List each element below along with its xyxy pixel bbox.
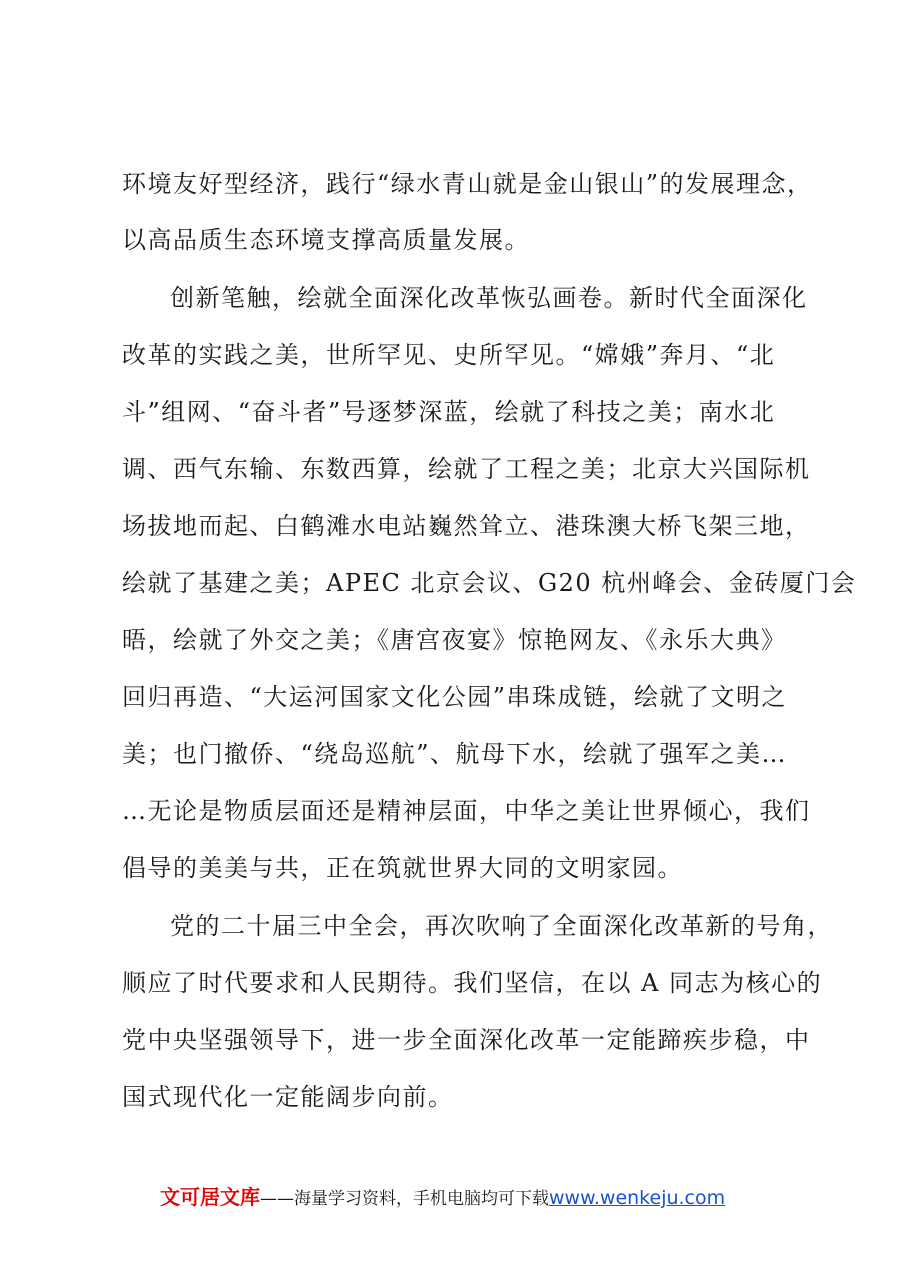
text-line: 以高品质生态环境支撑高质量发展。 — [122, 226, 530, 254]
text-line: 国式现代化一定能阔步向前。 — [122, 1083, 454, 1111]
footer — [160, 1182, 800, 1212]
text-line: 环境友好型经济，践行“绿水青山就是金山银山”的发展理念， — [122, 170, 813, 198]
text-line: 绘就了基建之美；APEC 北京会议、G20 杭州峰会、金砖厦门会 — [122, 569, 857, 597]
text-line: 场拔地而起、白鹤滩水电站巍然耸立、港珠澳大桥飞架三地， — [122, 512, 811, 540]
text-line: 倡导的美美与共，正在筑就世界大同的文明家园。 — [122, 854, 683, 882]
footer-url-link[interactable]: www.wenkeju.com — [549, 1187, 726, 1209]
text-line: 调、西气东输、东数西算，绘就了工程之美；北京大兴国际机 — [122, 455, 811, 483]
footer-description: 海量学习资料，手机电脑均可下载 — [294, 1189, 549, 1209]
text-line: 党中央坚强领导下，进一步全面深化改革一定能蹄疾步稳，中 — [122, 1026, 811, 1054]
paragraph-start-line: 党的二十届三中全会，再次吹响了全面深化改革新的号角， — [170, 912, 833, 940]
text-line: 改革的实践之美，世所罕见、史所罕见。“嫦娥”奔月、“北 — [122, 341, 776, 369]
text-line: 回归再造、“大运河国家文化公园”串珠成链，绘就了文明之 — [122, 683, 788, 711]
footer-brand: 文可居文库 — [160, 1185, 260, 1209]
text-line: 顺应了时代要求和人民期待。我们坚信，在以 A 同志为核心的 — [122, 969, 823, 997]
footer-dash: —— — [260, 1189, 294, 1209]
text-line: 晤，绘就了外交之美；《唐宫夜宴》惊艳网友、《永乐大典》 — [122, 626, 787, 654]
text-line: …无论是物质层面还是精神层面，中华之美让世界倾心，我们 — [122, 797, 811, 825]
paragraph-start-line: 创新笔触，绘就全面深化改革恢弘画卷。新时代全面深化 — [170, 284, 808, 312]
text-line: 美；也门撤侨、“绕岛巡航”、航母下水，绘就了强军之美… — [122, 740, 788, 768]
text-line: 斗”组网、“奋斗者”号逐梦深蓝，绘就了科技之美；南水北 — [122, 398, 776, 426]
